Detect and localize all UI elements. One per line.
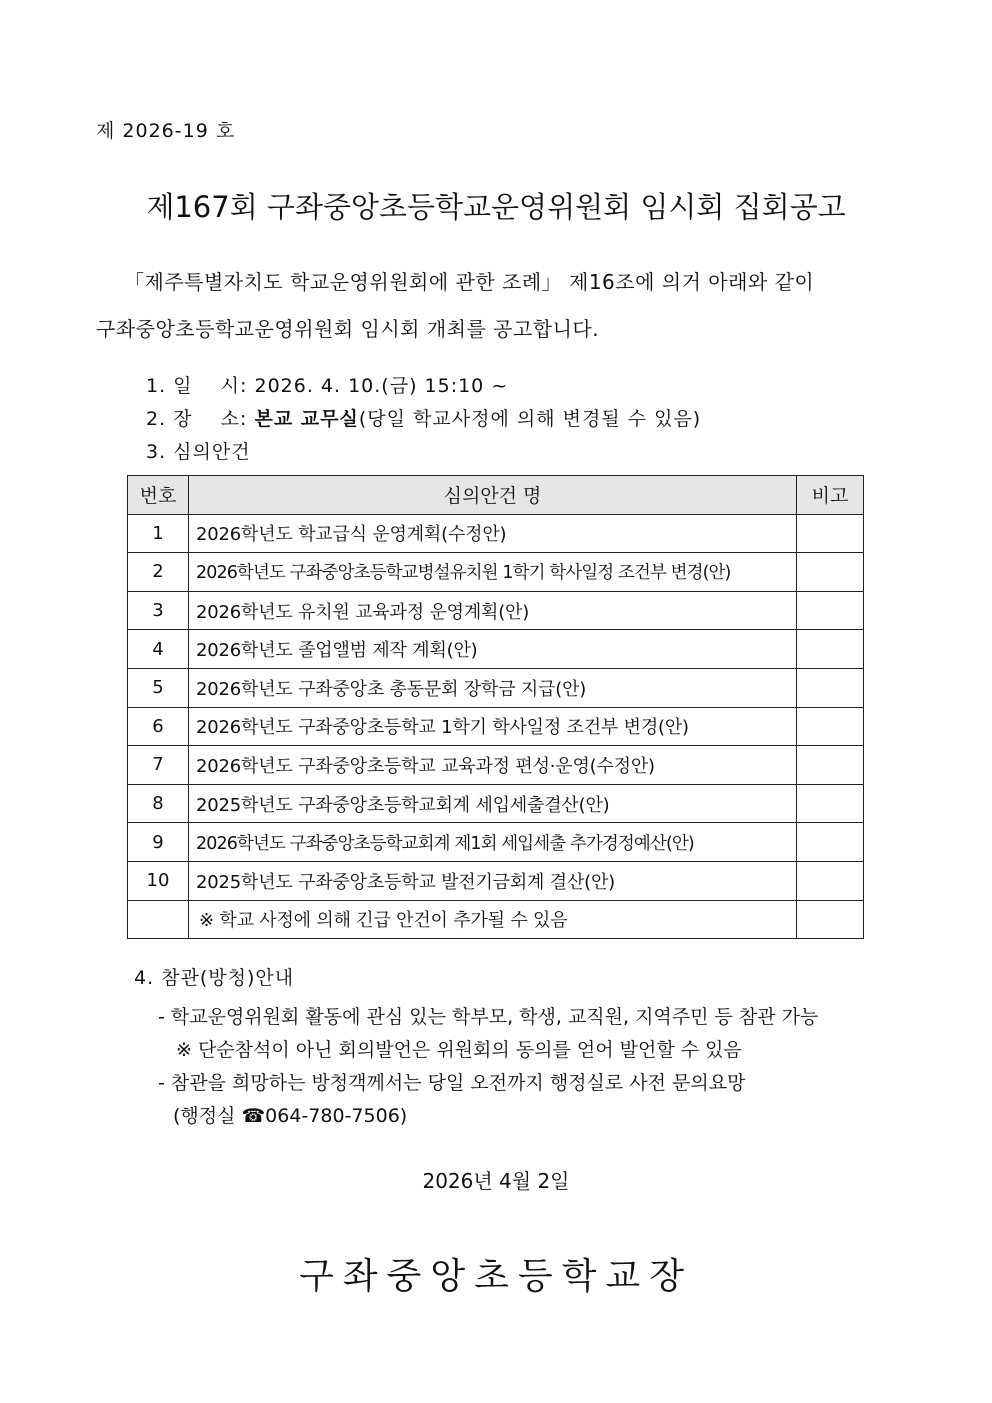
table-header-row <box>128 476 864 515</box>
table-row <box>128 668 864 707</box>
table-row <box>128 591 864 630</box>
attendance-bullet-1: - 학교운영위원회 활동에 관심 있는 학부모, 학생, 교직원, 지역주민 등 참관 가능 <box>158 1006 819 1028</box>
date-label: 1. 일 시: <box>146 375 255 397</box>
row-note <box>797 668 864 707</box>
signature-principal: 구좌중앙초등학교장 <box>299 1256 693 1297</box>
document-number: 제 2026-19 호 <box>96 120 236 142</box>
agenda-table <box>127 475 864 939</box>
row-no: 7 <box>128 746 189 785</box>
table-row <box>128 784 864 823</box>
row-note <box>797 746 864 785</box>
header-note: 비고 <box>797 476 864 515</box>
table-row <box>128 861 864 900</box>
agenda-heading: 3. 심의안건 <box>146 441 251 463</box>
row-no: 8 <box>128 784 189 823</box>
table-footnote-row <box>128 900 864 939</box>
row-title: 2026학년도 구좌중앙초 총동문회 장학금 지급(안) <box>189 668 797 707</box>
row-no: 5 <box>128 668 189 707</box>
row-title: 2025학년도 구좌중앙초등학교 발전기금회계 결산(안) <box>189 861 797 900</box>
row-no: 9 <box>128 823 189 862</box>
attendance-bullet-2: - 참관을 희망하는 방청객께서는 당일 오전까지 행정실로 사전 문의요망 <box>158 1072 746 1094</box>
table-row <box>128 746 864 785</box>
contact-phone: (행정실 ☎064-780-7506) <box>173 1105 408 1127</box>
row-title: 2026학년도 구좌중앙초등학교 1학기 학사일정 조건부 변경(안) <box>189 707 797 746</box>
row-no: 3 <box>128 591 189 630</box>
table-row <box>128 630 864 669</box>
row-no: 1 <box>128 514 189 553</box>
document-title: 제167회 구좌중앙초등학교운영위원회 임시회 집회공고 <box>146 190 846 224</box>
row-title: 2026학년도 구좌중앙초등학교병설유치원 1학기 학사일정 조건부 변경(안) <box>189 553 797 592</box>
row-no: 4 <box>128 630 189 669</box>
row-no: 2 <box>128 553 189 592</box>
table-row <box>128 553 864 592</box>
row-note <box>797 784 864 823</box>
header-no: 번호 <box>128 476 189 515</box>
row-note <box>797 823 864 862</box>
row-note <box>797 861 864 900</box>
date-value: 2026. 4. 10.(금) 15:10 ~ <box>254 375 509 397</box>
header-title: 심의안건 명 <box>189 476 797 515</box>
table-footnote: ※ 학교 사정에 의해 긴급 안건이 추가될 수 있음 <box>189 900 797 939</box>
intro-line-2: 구좌중앙초등학교운영위원회 임시회 개최를 공고합니다. <box>96 317 600 341</box>
attendance-sub-note: ※ 단순참석이 아닌 회의발언은 위원회의 동의를 얻어 발언할 수 있음 <box>176 1039 742 1061</box>
place-rest: (당일 학교사정에 의해 변경될 수 있음) <box>358 408 702 430</box>
footnote-no-cell <box>128 900 189 939</box>
row-note <box>797 707 864 746</box>
row-no: 6 <box>128 707 189 746</box>
place-bold: 본교 교무실 <box>254 408 359 430</box>
item-date <box>146 371 508 398</box>
row-title: 2026학년도 졸업앨범 제작 계획(안) <box>189 630 797 669</box>
footnote-note-cell <box>797 900 864 939</box>
section4-heading: 4. 참관(방청)안내 <box>134 967 295 989</box>
row-note <box>797 591 864 630</box>
table-row <box>128 707 864 746</box>
place-label: 2. 장 소: <box>146 408 255 430</box>
row-title: 2026학년도 구좌중앙초등학교회계 제1회 세입세출 추가경정예산(안) <box>189 823 797 862</box>
item-place <box>146 404 701 431</box>
row-title: 2026학년도 유치원 교육과정 운영계획(안) <box>189 591 797 630</box>
row-note <box>797 514 864 553</box>
row-title: 2026학년도 구좌중앙초등학교 교육과정 편성·운영(수정안) <box>189 746 797 785</box>
document-date: 2026년 4월 2일 <box>422 1169 570 1193</box>
row-no: 10 <box>128 861 189 900</box>
table-row <box>128 514 864 553</box>
row-note <box>797 553 864 592</box>
row-title: 2025학년도 구좌중앙초등학교회계 세입세출결산(안) <box>189 784 797 823</box>
intro-line-1: 「제주특별자치도 학교운영위원회에 관한 조례」 제16조에 의거 아래와 같이 <box>124 270 815 294</box>
row-note <box>797 630 864 669</box>
table-row <box>128 823 864 862</box>
row-title: 2026학년도 학교급식 운영계획(수정안) <box>189 514 797 553</box>
